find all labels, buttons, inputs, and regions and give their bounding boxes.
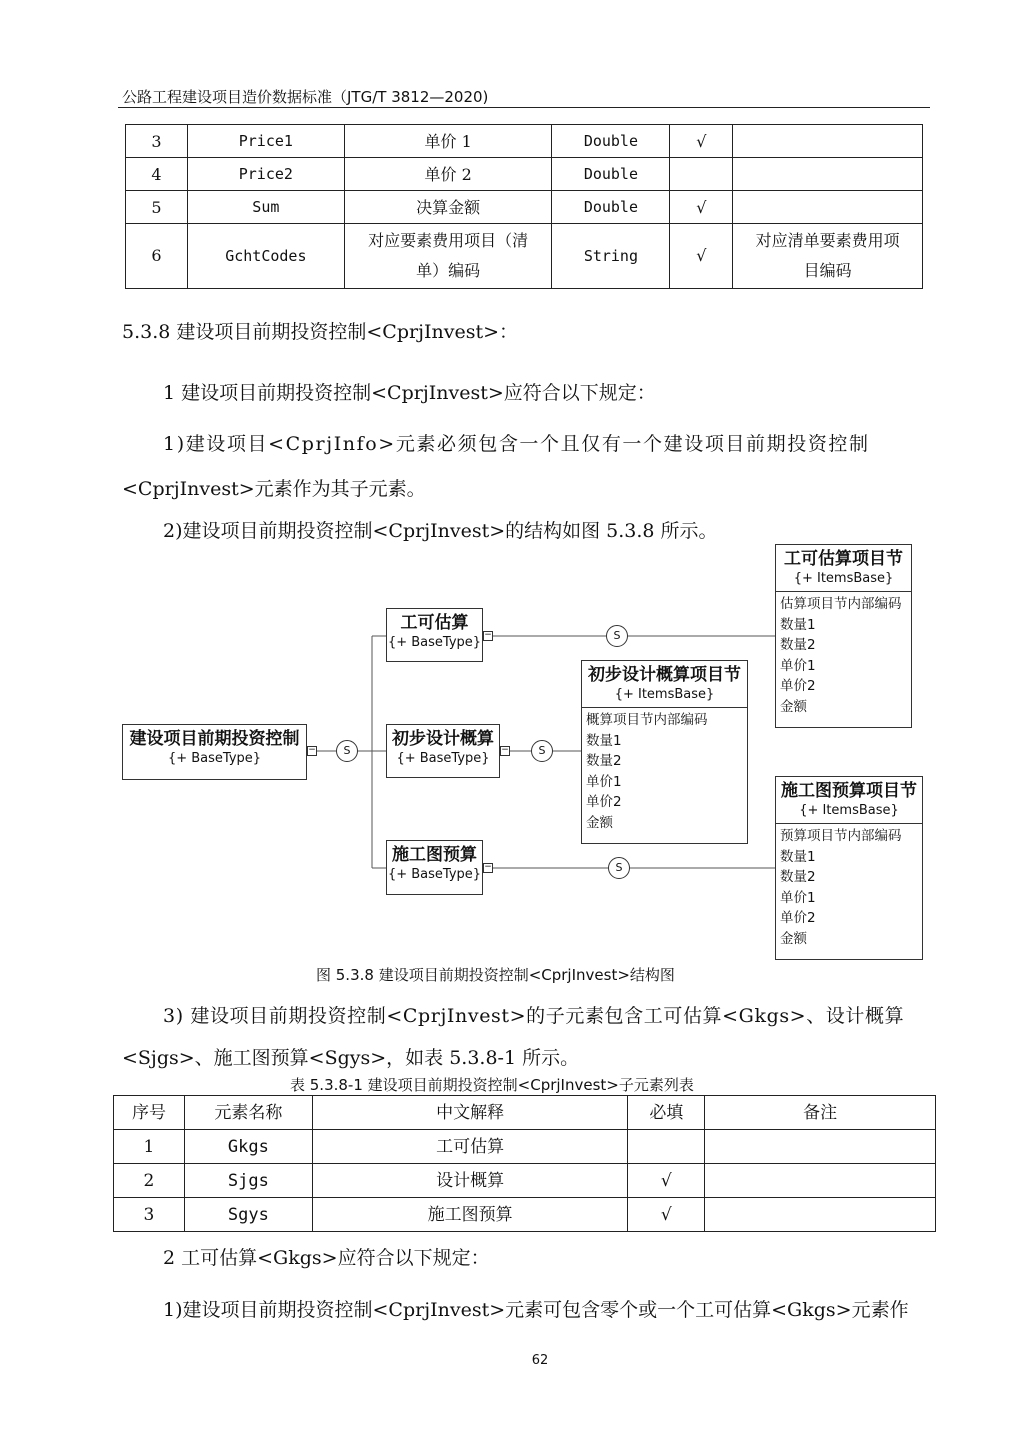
field-item: 数量2 xyxy=(586,753,622,770)
field-item: 数量1 xyxy=(780,848,816,865)
cell-desc: 施工图预算 xyxy=(312,1198,628,1232)
cell-note-line: 对应清单要素费用项 xyxy=(755,231,900,250)
cell-note xyxy=(733,125,923,158)
cell-name: GchtCodes xyxy=(187,224,344,289)
field-item: 单价2 xyxy=(586,794,622,811)
sequence-icon: S xyxy=(531,740,553,762)
paragraph: 2 工可估算<Gkgs>应符合以下规定： xyxy=(163,1247,490,1269)
cell-no: 1 xyxy=(114,1130,185,1164)
node-title: 建设项目前期投资控制 xyxy=(129,729,300,749)
cell-note xyxy=(733,224,923,289)
node-type: {+ ItemsBase} xyxy=(793,571,894,586)
section-heading: 5.3.8 建设项目前期投资控制<CprjInvest>： xyxy=(122,321,519,343)
child-element-table xyxy=(113,1095,936,1232)
page-number: 62 xyxy=(531,1353,549,1368)
col-header: 必填 xyxy=(628,1096,705,1130)
table-row xyxy=(114,1198,936,1232)
node-title: 施工图预算项目节 xyxy=(781,781,917,801)
table-header-row xyxy=(114,1096,936,1130)
field-item: 数量2 xyxy=(780,869,816,886)
paragraph: 1 建设项目前期投资控制<CprjInvest>应符合以下规定： xyxy=(163,382,656,404)
field-item: 概算项目节内部编码 xyxy=(586,712,708,728)
figure-caption: 图 5.3.8 建设项目前期投资控制<CprjInvest>结构图 xyxy=(316,966,675,984)
collapse-icon: − xyxy=(501,745,509,755)
cell-desc: 工可估算 xyxy=(312,1130,628,1164)
node-title: 施工图预算 xyxy=(392,845,477,865)
cell-note xyxy=(705,1198,936,1232)
field-item: 金额 xyxy=(586,814,613,831)
cell-required xyxy=(670,158,733,191)
node-sjgs xyxy=(386,724,500,778)
cell-name: Sum xyxy=(187,191,344,224)
running-header: 公路工程建设项目造价数据标准（JTG/T 3812—2020) xyxy=(122,88,489,106)
cell-name: Gkgs xyxy=(184,1130,312,1164)
table-row xyxy=(126,125,923,158)
header-rule xyxy=(118,107,930,108)
cell-type: String xyxy=(552,224,670,289)
cell-desc-line: 对应要素费用项目（清 xyxy=(368,231,529,250)
node-gkgs xyxy=(386,608,483,662)
field-item: 数量1 xyxy=(586,732,622,749)
cell-name: Price2 xyxy=(187,158,344,191)
field-item: 预算项目节内部编码 xyxy=(780,828,902,844)
cell-type: Double xyxy=(552,191,670,224)
cell-note xyxy=(705,1130,936,1164)
cell-required: √ xyxy=(670,224,733,289)
node-sjgs-items xyxy=(581,660,748,844)
paragraph: 1)建设项目前期投资控制<CprjInvest>元素可包含零个或一个工可估算<Gkgs>元素作 xyxy=(163,1299,909,1321)
table-row xyxy=(114,1130,936,1164)
table-row xyxy=(126,158,923,191)
cell-required: √ xyxy=(628,1198,705,1232)
table-row xyxy=(126,224,923,289)
cell-note xyxy=(733,191,923,224)
cell-note-line: 目编码 xyxy=(803,261,852,280)
field-item: 数量2 xyxy=(780,637,816,654)
cell-no: 5 xyxy=(126,191,188,224)
cell-type: Double xyxy=(552,125,670,158)
collapse-icon: − xyxy=(484,862,492,872)
node-title: 初步设计概算项目节 xyxy=(588,665,741,685)
cell-name: Sgys xyxy=(184,1198,312,1232)
col-header: 序号 xyxy=(114,1096,185,1130)
field-item: 金额 xyxy=(780,698,807,715)
collapse-icon: − xyxy=(484,630,492,640)
node-type: {+ BaseType} xyxy=(396,751,490,766)
cell-desc: 决算金额 xyxy=(344,191,552,224)
cell-desc: 单价 1 xyxy=(344,125,552,158)
paragraph: 2)建设项目前期投资控制<CprjInvest>的结构如图 5.3.8 所示。 xyxy=(163,520,718,542)
cell-type: Double xyxy=(552,158,670,191)
paragraph: <Sjgs>、施工图预算<Sgys>，如表 5.3.8-1 所示。 xyxy=(122,1047,580,1069)
cell-note xyxy=(705,1164,936,1198)
cell-name: Price1 xyxy=(187,125,344,158)
structure-diagram xyxy=(110,540,930,965)
field-table-continued xyxy=(125,124,923,289)
node-fields xyxy=(776,591,911,720)
col-header: 元素名称 xyxy=(184,1096,312,1130)
field-item: 金额 xyxy=(780,930,807,947)
node-title: 初步设计概算 xyxy=(392,729,494,749)
field-item: 单价1 xyxy=(780,657,816,674)
node-gkgs-items xyxy=(775,544,912,728)
table-row xyxy=(114,1164,936,1198)
sequence-icon: S xyxy=(608,857,630,879)
cell-required: √ xyxy=(670,125,733,158)
cell-no: 3 xyxy=(126,125,188,158)
field-item: 单价2 xyxy=(780,910,816,927)
table-caption: 表 5.3.8-1 建设项目前期投资控制<CprjInvest>子元素列表 xyxy=(290,1076,694,1094)
node-root xyxy=(122,724,307,780)
cell-desc: 设计概算 xyxy=(312,1164,628,1198)
cell-desc xyxy=(344,224,552,289)
cell-no: 3 xyxy=(114,1198,185,1232)
collapse-icon: − xyxy=(308,745,316,755)
field-item: 单价1 xyxy=(586,773,622,790)
paragraph: <CprjInvest>元素作为其子元素。 xyxy=(122,478,426,500)
field-item: 数量1 xyxy=(780,616,816,633)
cell-no: 4 xyxy=(126,158,188,191)
node-title: 工可估算项目节 xyxy=(784,549,903,569)
node-fields xyxy=(776,823,922,952)
table-row xyxy=(126,191,923,224)
node-type: {+ ItemsBase} xyxy=(799,803,899,818)
node-fields xyxy=(582,707,747,836)
node-type: {+ BaseType} xyxy=(167,751,262,766)
field-item: 单价1 xyxy=(780,889,816,906)
cell-required: √ xyxy=(628,1164,705,1198)
node-type: {+ BaseType} xyxy=(387,867,482,882)
node-type: {+ BaseType} xyxy=(387,635,482,650)
col-header: 中文解释 xyxy=(312,1096,628,1130)
cell-no: 2 xyxy=(114,1164,185,1198)
col-header: 备注 xyxy=(705,1096,936,1130)
node-title: 工可估算 xyxy=(400,613,469,633)
cell-desc: 单价 2 xyxy=(344,158,552,191)
node-sgys xyxy=(386,840,483,895)
sequence-icon: S xyxy=(336,740,358,762)
paragraph: 3) 建设项目前期投资控制<CprjInvest>的子元素包含工可估算<Gkgs>、设计概算 xyxy=(163,1005,905,1027)
cell-no: 6 xyxy=(126,224,188,289)
field-item: 估算项目节内部编码 xyxy=(780,596,902,612)
cell-required: √ xyxy=(670,191,733,224)
cell-required xyxy=(628,1130,705,1164)
cell-name: Sjgs xyxy=(184,1164,312,1198)
cell-note xyxy=(733,158,923,191)
node-sgys-items xyxy=(775,776,923,960)
node-type: {+ ItemsBase} xyxy=(614,687,715,702)
sequence-icon: S xyxy=(606,625,628,647)
cell-desc-line: 单）编码 xyxy=(416,261,481,280)
field-item: 单价2 xyxy=(780,678,816,695)
paragraph: 1)建设项目<CprjInfo>元素必须包含一个且仅有一个建设项目前期投资控制 xyxy=(163,433,870,455)
